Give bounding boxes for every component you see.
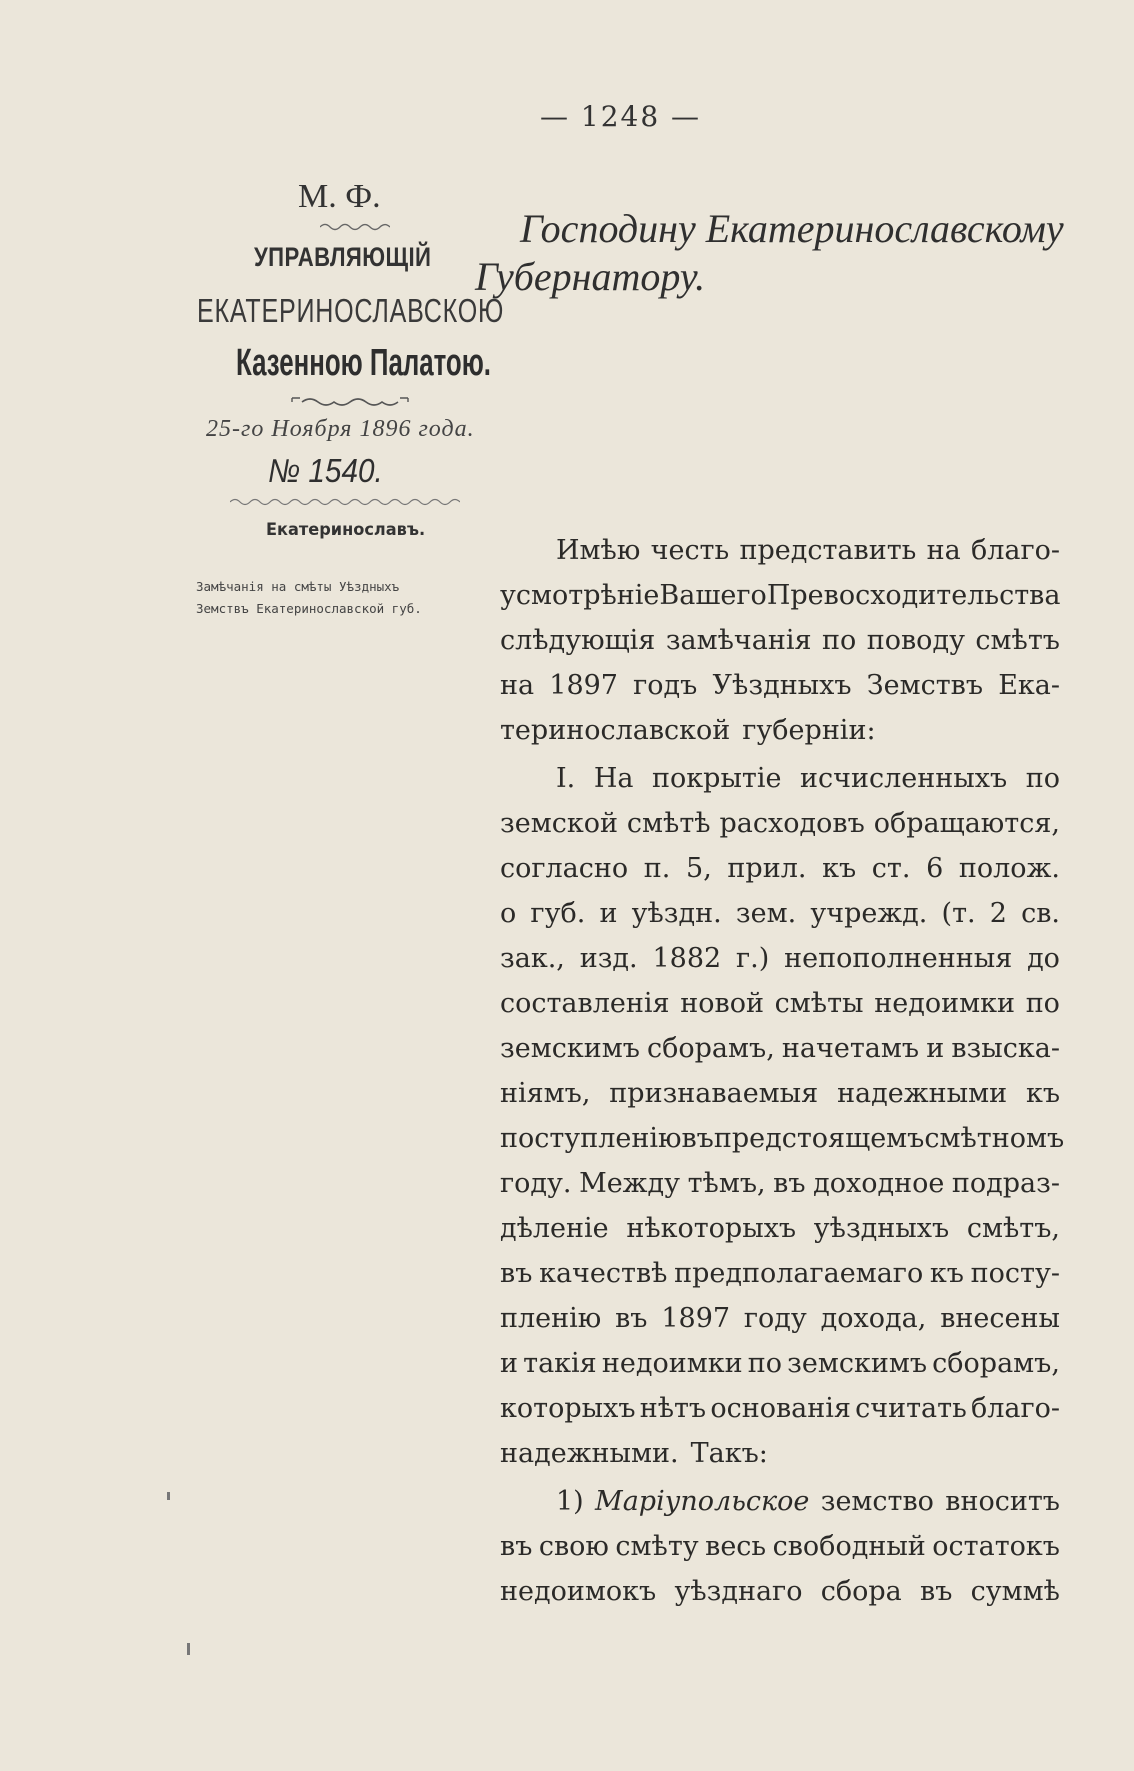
word: уѣздн. xyxy=(631,898,722,929)
word: смѣтъ, xyxy=(966,1213,1060,1244)
text-line xyxy=(500,1296,1060,1341)
word: въ xyxy=(615,1303,648,1334)
word: надежными xyxy=(837,1078,1008,1109)
text-line xyxy=(500,618,1060,663)
word: Земствъ xyxy=(866,670,984,701)
text-line xyxy=(500,1341,1060,1386)
word: 2 xyxy=(989,898,1007,929)
text-line xyxy=(500,1569,1060,1614)
word: составленія xyxy=(500,988,670,1019)
wave-divider-wide xyxy=(230,496,460,508)
word: ніямъ, xyxy=(500,1078,591,1109)
word: подраз- xyxy=(951,1168,1060,1199)
document-date: 25-го Ноября 1896 года. xyxy=(206,416,475,442)
word: согласно xyxy=(500,853,629,884)
word: по xyxy=(747,1348,782,1379)
word: поводу xyxy=(866,625,965,656)
word: I. xyxy=(556,763,576,794)
text-line xyxy=(500,801,1060,846)
word: На xyxy=(593,763,634,794)
title-manager: УПРАВЛЯЮЩІЙ xyxy=(254,242,432,272)
word: основанія xyxy=(710,1393,851,1424)
word: губ. xyxy=(530,898,586,929)
word: смѣтъ xyxy=(975,625,1060,656)
text-line xyxy=(500,846,1060,891)
word: г.) xyxy=(736,943,770,974)
word: по xyxy=(1025,988,1060,1019)
text-line xyxy=(500,1026,1060,1071)
word: зак., xyxy=(500,943,565,974)
addressee-line-1: Господину Екатеринославскому xyxy=(520,206,1064,251)
word: Ека- xyxy=(998,670,1060,701)
text-line xyxy=(500,528,1060,573)
word: въ xyxy=(920,1576,953,1607)
text-line xyxy=(500,1161,1060,1206)
word: къ xyxy=(822,853,857,884)
word: зем. xyxy=(735,898,797,929)
word: сборамъ, xyxy=(932,1348,1060,1379)
document-number: № 1540. xyxy=(268,452,383,489)
text-line xyxy=(500,663,1060,708)
word: надежными. xyxy=(500,1438,679,1469)
word: считать xyxy=(855,1393,967,1424)
subject-line-1: Замѣчанія на смѣты Уѣздныхъ xyxy=(196,579,400,594)
word: недоимки xyxy=(874,988,1015,1019)
word: Такъ: xyxy=(690,1438,768,1469)
word: нѣтъ xyxy=(639,1393,707,1424)
title-ekaterinoslav: ЕКАТЕРИНОСЛАВСКОЮ xyxy=(197,292,505,329)
word: свободный xyxy=(772,1531,926,1562)
word: сбора xyxy=(820,1576,902,1607)
text-line xyxy=(500,708,1060,753)
word: дохода, xyxy=(820,1303,927,1334)
word: нѣкоторыхъ xyxy=(626,1213,797,1244)
word: благо- xyxy=(970,535,1060,566)
word: на xyxy=(500,670,535,701)
word: расходовъ xyxy=(719,808,865,839)
text-line xyxy=(500,936,1060,981)
word: св. xyxy=(1021,898,1060,929)
text-line xyxy=(500,1524,1060,1569)
word: 6 xyxy=(926,853,944,884)
text-line xyxy=(500,1479,1060,1524)
word: теринославской xyxy=(500,715,731,746)
word: которыхъ xyxy=(500,1393,636,1424)
word: смѣтѣ xyxy=(626,808,711,839)
word: въ xyxy=(500,1531,533,1562)
text-line xyxy=(500,981,1060,1026)
word: Превосходительства xyxy=(766,580,1061,611)
word: исчисленныхъ xyxy=(800,763,1008,794)
word: 1) xyxy=(556,1486,584,1517)
word: взыска- xyxy=(951,1033,1060,1064)
word: доходное xyxy=(813,1168,945,1199)
word: Вашего xyxy=(659,580,767,611)
word: губерніи: xyxy=(742,715,876,746)
word: изд. xyxy=(579,943,638,974)
word: къ xyxy=(1025,1078,1060,1109)
word: весь xyxy=(705,1531,767,1562)
word: недоимокъ xyxy=(500,1576,657,1607)
ornament-divider xyxy=(290,395,410,409)
word: до xyxy=(1027,943,1060,974)
word: земской xyxy=(500,808,618,839)
word: и xyxy=(599,898,618,929)
word: къ xyxy=(929,1258,964,1289)
word: Между xyxy=(579,1168,681,1199)
word: усмотрѣніе xyxy=(500,580,660,611)
text-line xyxy=(500,1431,1060,1476)
word: прил. xyxy=(727,853,807,884)
word: и xyxy=(500,1348,518,1379)
word: слѣдующія xyxy=(500,625,656,656)
subject-line-2: Земствъ Екатеринославской губ. xyxy=(196,601,422,616)
word: ст. xyxy=(871,853,911,884)
word: покрытіе xyxy=(652,763,782,794)
word: п. xyxy=(643,853,671,884)
word: смѣты xyxy=(774,988,864,1019)
text-line xyxy=(500,1251,1060,1296)
word: свою xyxy=(538,1531,609,1562)
word: 1897 xyxy=(661,1303,731,1334)
word: Имѣю xyxy=(556,535,641,566)
word: смѣтномъ xyxy=(924,1123,1065,1154)
word: году xyxy=(743,1303,807,1334)
word: Маріупольское xyxy=(595,1486,810,1517)
addressee xyxy=(475,205,1064,301)
word: и xyxy=(926,1033,945,1064)
addressee-line-2: Губернатору. xyxy=(475,254,706,299)
word: земскимъ xyxy=(500,1033,640,1064)
word: уѣзднаго xyxy=(674,1576,803,1607)
text-line xyxy=(500,1116,1065,1161)
word: году. xyxy=(500,1168,572,1199)
word: о xyxy=(500,898,517,929)
word: въ xyxy=(773,1168,806,1199)
print-mark xyxy=(187,1643,190,1655)
word: земскимъ xyxy=(787,1348,928,1379)
word: предполагаемаго xyxy=(674,1258,924,1289)
word: полож. xyxy=(958,853,1060,884)
word: внесены xyxy=(940,1303,1060,1334)
text-line xyxy=(500,1206,1060,1251)
wave-divider-small xyxy=(320,222,390,232)
word: посту- xyxy=(970,1258,1060,1289)
word: начетамъ xyxy=(781,1033,920,1064)
word: поступленію xyxy=(500,1123,682,1154)
word: (т. xyxy=(941,898,976,929)
word: сборамъ, xyxy=(647,1033,775,1064)
word: признаваемыя xyxy=(609,1078,819,1109)
text-line xyxy=(500,756,1060,801)
word: 1897 xyxy=(549,670,618,701)
word: по xyxy=(1025,763,1060,794)
subject-note xyxy=(196,576,496,620)
initials: М. Ф. xyxy=(298,178,381,215)
word: въ xyxy=(500,1258,533,1289)
page-number: — 1248 — xyxy=(540,100,702,133)
word: въ xyxy=(681,1123,714,1154)
word: Уѣздныхъ xyxy=(712,670,852,701)
word: качествѣ xyxy=(539,1258,668,1289)
word: 1882 xyxy=(652,943,722,974)
word: замѣчанія xyxy=(665,625,812,656)
word: земство xyxy=(820,1486,934,1517)
text-line xyxy=(500,573,1060,618)
word: такія xyxy=(523,1348,597,1379)
word: непополненныя xyxy=(784,943,1013,974)
word: смѣту xyxy=(615,1531,699,1562)
word: представить xyxy=(739,535,917,566)
word: на xyxy=(926,535,961,566)
word: дѣленіе xyxy=(500,1213,609,1244)
word: учрежд. xyxy=(810,898,928,929)
word: уѣздныхъ xyxy=(813,1213,950,1244)
word: благо- xyxy=(970,1393,1060,1424)
city-name: Екатеринославъ. xyxy=(266,520,426,540)
text-line xyxy=(500,1071,1060,1116)
word: годъ xyxy=(633,670,698,701)
word: 5, xyxy=(686,853,712,884)
word: остатокъ xyxy=(932,1531,1060,1562)
word: предстоящемъ xyxy=(713,1123,925,1154)
title-treasury: Казенною Палатою. xyxy=(236,342,491,384)
word: по xyxy=(822,625,857,656)
word: тѣмъ, xyxy=(687,1168,766,1199)
text-line xyxy=(500,891,1060,936)
word: суммѣ xyxy=(970,1576,1060,1607)
word: новой xyxy=(680,988,764,1019)
text-line xyxy=(500,1386,1060,1431)
word: обращаются, xyxy=(873,808,1060,839)
word: недоимки xyxy=(601,1348,743,1379)
word: пленію xyxy=(500,1303,602,1334)
word: вноситъ xyxy=(945,1486,1060,1517)
body-text xyxy=(500,528,1065,1614)
word: честь xyxy=(650,535,730,566)
print-mark xyxy=(167,1492,170,1500)
